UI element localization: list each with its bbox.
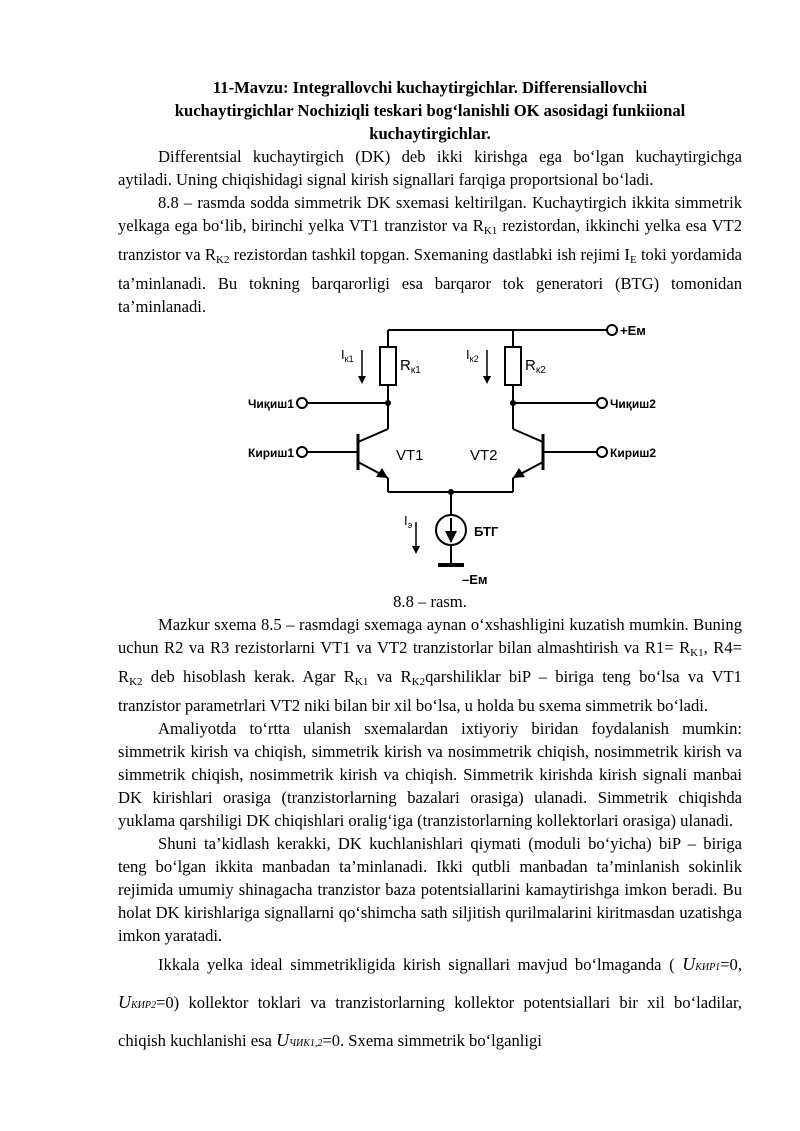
document-title (118, 76, 742, 145)
paragraph-symmetry (118, 947, 742, 1061)
subscript: K1 (483, 225, 498, 237)
subscript: K2 (411, 676, 426, 688)
text-span: =0, (720, 955, 742, 974)
output1-terminal (297, 398, 307, 408)
ie-arrow (412, 546, 420, 554)
paragraph-power-supply: Shuni ta’kidlash kerakki, DK kuchlanishlari qiymati (moduli bo‘yicha) biP – biriga teng bo‘lgan ikkita manbadan ta’minlanadi. Ikki qutbli manbadan ta’minlanish sokinlik rejimida umumiy shinagacha tranzistor baza potentsiallarini kamaytirishga imkon beradi. Bu holat DK kirishlariga signallarni qo‘shimcha sath siljitish qurilmalarini kiritmasdan uzatishga imkon yaratadi. (118, 834, 742, 945)
subscript: K2 (215, 254, 230, 266)
text-span: =0) kollektor toklari va tranzistorlarning kollektor potentsiallari bir xil bo‘ladilar, chiqish kuchlanishi esa (118, 993, 742, 1050)
junction-dot (510, 400, 516, 406)
text-span: toki yordamida ta’minlanadi. Bu tokning barqarorligi esa barqaror tok generatori (BTG) tomonidan ta’minlanadi. (118, 245, 742, 316)
math-u-kir2: UКИР2 (118, 992, 156, 1012)
title-line-3: kuchaytirgichlar. (369, 124, 491, 143)
text-span: , R4= R (118, 638, 742, 686)
math-u-chik: UЧИК1,2 (276, 1030, 323, 1050)
document-page (118, 76, 742, 1061)
ik1-arrow (358, 376, 366, 384)
text-span: Ikkala yelka ideal simmetrikligida kirish signallari mavjud bo‘lmaganda ( (158, 955, 675, 974)
text-span: va R (368, 667, 412, 686)
output2-terminal (597, 398, 607, 408)
label-btg: БТГ (474, 524, 499, 539)
subscript: K2 (129, 676, 143, 688)
input1-terminal (297, 447, 307, 457)
text-span: Mazkur sxema 8.5 – rasmdagi sxemaga aynan o‘xshashligini kuzatish mumkin. Buning uchun R2 va R3 rezistorlarni VT1 va VT2 tranzistorlar bilan almashtirish va R1= R (118, 615, 742, 657)
resistor-rk1 (380, 347, 396, 385)
title-line-1: 11-Mavzu: Integrallovchi kuchaytirgichlar. Differensiallovchi (212, 78, 648, 97)
subscript: K1 (354, 676, 369, 688)
differential-amplifier-schematic (248, 322, 657, 587)
label-output2: Чиқиш2 (610, 397, 656, 411)
label-vt1: VT1 (396, 447, 424, 464)
paragraph-connection-schemes: Amaliyotda to‘rtta ulanish sxemalardan ixtiyoriy biridan foydalanish mumkin: simmetrik kirish va chiqish, simmetrik kirish va nosimmetrik chiqish, nosimmetrik kirish va simmetrik chiqish, nosimmetrik kirish va chiqish. Simmetrik kirishda kirish signali manbai DK kirishlari orasiga (tranzistorlarning bazalari orasiga) ulanadi. Simmetrik chiqishda yuklama qarshiligi DK chiqishlari oralig‘iga (tranzistorlarning kollektorlari orasiga) ulanadi. (118, 719, 742, 830)
figure-caption: 8.8 – rasm. (393, 592, 467, 611)
junction-dot (385, 400, 391, 406)
paragraph-comparison (118, 613, 742, 717)
input2-terminal (597, 447, 607, 457)
ik2-arrow (483, 376, 491, 384)
label-ie: $I_э$ (404, 513, 413, 530)
generator-arrow (445, 531, 457, 543)
text-span: deb hisoblash kerak. Agar R (142, 667, 355, 686)
junction-dot (448, 489, 454, 495)
text-span: =0. Sxema simmetrik bo‘lganligi (322, 1031, 542, 1050)
supply-positive-terminal (607, 325, 617, 335)
title-line-2: kuchaytirgichlar Nochiziqli teskari bog‘lanishli OK asosidagi funkiional (174, 101, 686, 120)
circuit-figure (118, 318, 742, 588)
label-rk1: $R_{к1}$ (400, 357, 421, 376)
label-vt2: VT2 (470, 447, 498, 464)
subscript: E (629, 254, 637, 266)
subscript: K1 (690, 647, 704, 659)
label-supply-neg: –Eм (462, 572, 488, 587)
label-input1: Кириш1 (248, 446, 295, 460)
text-span: rezistordan tashkil topgan. Sxemaning dastlabki ish rejimi I (229, 245, 630, 264)
math-u-kir1: UКИР1 (682, 954, 721, 974)
label-ik2: $I_{к2}$ (466, 347, 479, 364)
text-span: rezistordan, ikkinchi yelka esa VT2 tranzistor va R (118, 216, 742, 264)
label-ik1: $I_{к1}$ (341, 347, 354, 364)
resistor-rk2 (505, 347, 521, 385)
text-span: 8.8 – rasmda sodda simmetrik DK sxemasi keltirilgan. Kuchaytirgich ikkita simmetrik yelkaga ega bo‘lib, birinchi yelka VT1 tranzistor va R (118, 193, 742, 235)
label-rk2: $R_{к2}$ (525, 357, 546, 376)
label-input2: Кириш2 (610, 446, 657, 460)
text-span: qarshiliklar biP – biriga teng bo‘lsa va VT1 tranzistor parametrlari VT2 niki bilan bir xil bo‘lsa, u holda bu sxema simmetrik bo‘ladi. (118, 667, 742, 715)
paragraph-definition: Differentsial kuchaytirgich (DK) deb ikki kirishga ega bo‘lgan kuchaytirgichga aytiladi. Uning chiqishidagi signal kirish signallari farqiga proportsional bo‘ladi. (118, 147, 742, 189)
label-output1: Чиқиш1 (248, 397, 294, 411)
label-supply-pos: +Eм (620, 323, 646, 338)
paragraph-scheme-description (118, 191, 742, 318)
